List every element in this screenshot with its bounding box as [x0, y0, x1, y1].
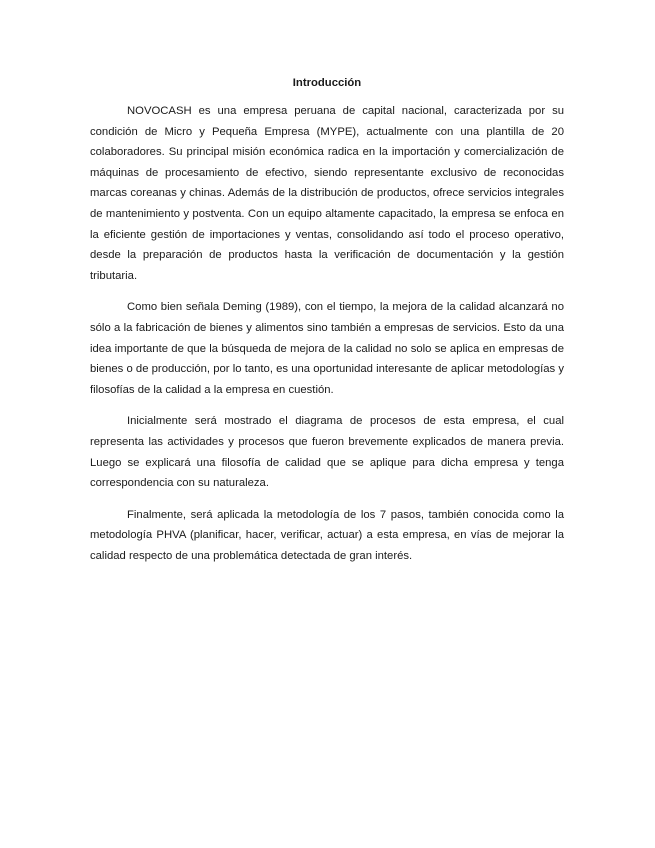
paragraph-process-overview: Inicialmente será mostrado el diagrama de procesos de esta empresa, el cual representa las actividades y procesos que fueron brevemente explicados de manera previa. Luego se explicará una filosofía de calidad que se aplique para dicha empresa y tenga correspondencia con su naturaleza.	[90, 415, 564, 490]
paragraph-deming-quote: Como bien señala Deming (1989), con el tiempo, la mejora de la calidad alcanzará no sólo a la fabricación de bienes y alimentos sino también a empresas de servicios. Esto da una idea importante de que la búsqueda de mejora de la calidad no solo se aplica en empresas de bienes o de producción, por lo tanto, es una oportunidad interesante de aplicar metodologías y filosofías de la calidad a la empresa en cuestión.	[90, 301, 564, 396]
document-body	[90, 74, 564, 577]
paragraph-phva-methodology: Finalmente, será aplicada la metodología de los 7 pasos, también conocida como la metodología PHVA (planificar, hacer, verificar, actuar) a esta empresa, en vías de mejorar la calidad respecto de una problemática detectada de gran interés.	[90, 508, 564, 562]
document-title: Introducción	[292, 77, 362, 89]
paragraph-company-description: NOVOCASH es una empresa peruana de capital nacional, caracterizada por su condición de Micro y Pequeña Empresa (MYPE), actualmente con una plantilla de 20 colaboradores. Su principal misión económica radica en la importación y comercialización de máquinas de procesamiento de efectivo, siendo representante exclusivo de reconocidas marcas coreanas y chinas. Además de la distribución de productos, ofrece servicios integrales de mantenimiento y postventa. Con un equipo altamente capacitado, la empresa se enfoca en la eficiente gestión de importaciones y ventas, consolidando así todo el proceso operativo, desde la preparación de productos hasta la verificación de documentación y la gestión tributaria.	[90, 105, 564, 282]
